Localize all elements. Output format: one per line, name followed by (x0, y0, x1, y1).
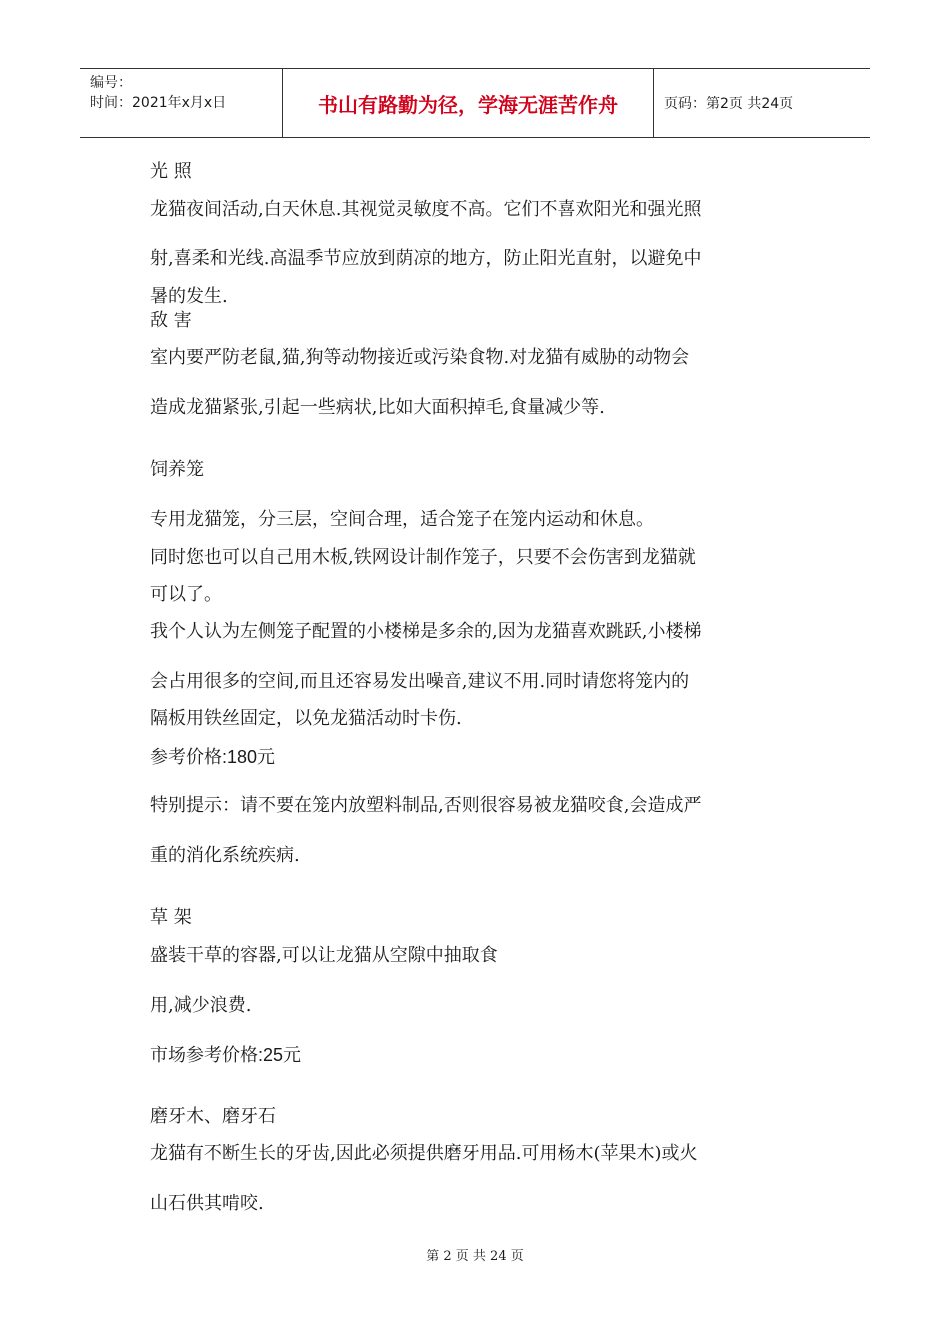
page-footer: 第 2 页 共 24 页 (426, 1249, 524, 1264)
paragraph-line: 山石供其啃咬. (150, 1193, 264, 1214)
special-notice-line: 特别提示：请不要在笼内放塑料制品,否则很容易被龙猫咬食,会造成严 (150, 795, 702, 816)
paragraph-line: 同时您也可以自己用木板,铁网设计制作笼子，只要不会伤害到龙猫就 (150, 547, 696, 568)
section-heading-predators: 敌 害 (150, 310, 192, 331)
header-page-info: 页码：第2页 共24页 (664, 96, 794, 112)
paragraph-line: 可以了。 (150, 584, 222, 605)
page-header (80, 68, 870, 138)
paragraph-line: 射,喜柔和光线.高温季节应放到荫凉的地方，防止阳光直射，以避免中 (150, 248, 702, 269)
header-meta-cell (80, 69, 282, 137)
paragraph-line: 我个人认为左侧笼子配置的小楼梯是多余的,因为龙猫喜欢跳跃,小楼梯 (150, 621, 702, 642)
paragraph-line: 室内要严防老鼠,猫,狗等动物接近或污染食物.对龙猫有威胁的动物会 (150, 347, 690, 368)
section-heading-cage: 饲养笼 (150, 459, 204, 480)
paragraph-line: 龙猫夜间活动,白天休息.其视觉灵敏度不高。它们不喜欢阳光和强光照 (150, 199, 702, 220)
cage-price: 参考价格:180元 (150, 747, 276, 767)
paragraph-line: 隔板用铁丝固定，以免龙猫活动时卡伤. (150, 708, 462, 729)
section-heading-lighting: 光 照 (150, 161, 192, 182)
paragraph-line: 重的消化系统疾病. (150, 845, 300, 866)
header-motto: 书山有路勤为径，学海无涯苦作舟 (282, 69, 654, 137)
paragraph-line: 会占用很多的空间,而且还容易发出噪音,建议不用.同时请您将笼内的 (150, 671, 690, 692)
paragraph-line: 造成龙猫紧张,引起一些病状,比如大面积掉毛,食量减少等. (150, 397, 605, 418)
section-heading-chew-items: 磨牙木、磨牙石 (150, 1106, 276, 1127)
document-number-label: 编号： (90, 75, 132, 91)
document-date-label: 时间：2021年x月x日 (90, 95, 227, 111)
paragraph-line: 盛装干草的容器,可以让龙猫从空隙中抽取食 (150, 945, 498, 966)
hay-rack-price: 市场参考价格:25元 (150, 1045, 302, 1065)
paragraph-line: 龙猫有不断生长的牙齿,因此必须提供磨牙用品.可用杨木(苹果木)或火 (150, 1143, 698, 1164)
paragraph-line: 暑的发生. (150, 286, 228, 307)
section-heading-hay-rack: 草 架 (150, 907, 192, 928)
paragraph-line: 专用龙猫笼，分三层，空间合理，适合笼子在笼内运动和休息。 (150, 509, 654, 530)
paragraph-line: 用,减少浪费. (150, 995, 252, 1016)
